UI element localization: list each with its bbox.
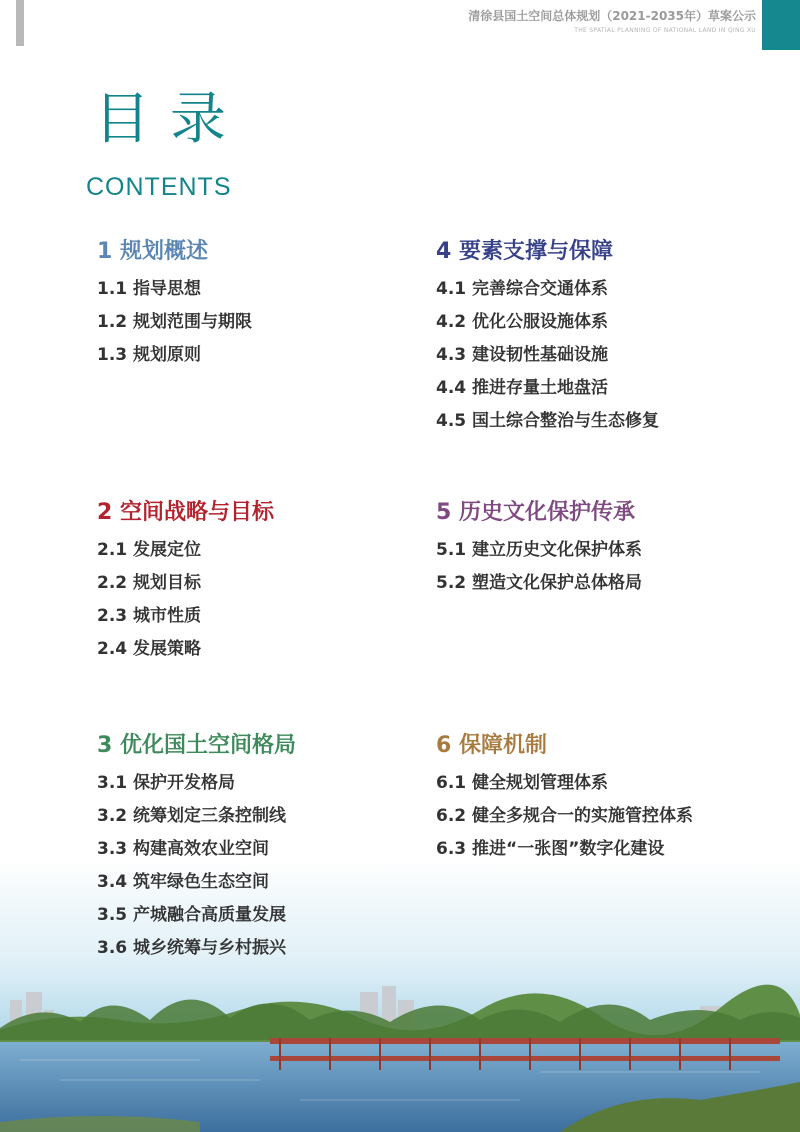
section-heading[interactable]: 4 要素支撑与保障 xyxy=(436,239,613,264)
section-heading[interactable]: 2 空间战略与目标 xyxy=(97,500,274,525)
section-4 xyxy=(436,241,776,446)
section-heading[interactable]: 1 规划概述 xyxy=(97,239,208,264)
toc-item[interactable]: 5.2 塑造文化保护总体格局 xyxy=(436,573,643,593)
toc-item[interactable]: 6.1 健全规划管理体系 xyxy=(436,773,609,793)
toc-item[interactable]: 6.3 推进“一张图”数字化建设 xyxy=(436,839,665,859)
toc-item[interactable]: 4.5 国土综合整治与生态修复 xyxy=(436,411,660,431)
toc-item[interactable]: 2.1 发展定位 xyxy=(97,540,202,560)
toc-item[interactable]: 1.1 指导思想 xyxy=(97,279,202,299)
section-3 xyxy=(97,735,437,973)
toc-item[interactable]: 3.2 统筹划定三条控制线 xyxy=(97,806,287,826)
toc-item[interactable]: 3.5 产城融合高质量发展 xyxy=(97,905,287,925)
header-accent-block xyxy=(762,0,800,50)
toc-item[interactable]: 4.2 优化公服设施体系 xyxy=(436,312,609,332)
toc-item[interactable]: 3.4 筑牢绿色生态空间 xyxy=(97,872,270,892)
section-2 xyxy=(97,502,437,674)
section-6 xyxy=(436,735,776,874)
section-heading[interactable]: 3 优化国土空间格局 xyxy=(97,733,296,758)
section-heading[interactable]: 5 历史文化保护传承 xyxy=(436,500,635,525)
header-title: 清徐县国土空间总体规划（2021-2035年）草案公示 xyxy=(468,9,756,23)
toc-item[interactable]: 2.4 发展策略 xyxy=(97,639,202,659)
toc-item[interactable]: 1.2 规划范围与期限 xyxy=(97,312,253,332)
toc-item[interactable]: 2.2 规划目标 xyxy=(97,573,202,593)
toc-item[interactable]: 1.3 规划原则 xyxy=(97,345,202,365)
toc-title: 目录 xyxy=(94,87,246,152)
header-subtitle: THE SPATIAL PLANNING OF NATIONAL LAND IN QING XU xyxy=(574,27,756,34)
toc-item[interactable]: 3.3 构建高效农业空间 xyxy=(97,839,270,859)
header-left-bar xyxy=(16,0,24,46)
toc-item[interactable]: 3.6 城乡统筹与乡村振兴 xyxy=(97,938,287,958)
section-1 xyxy=(97,241,437,380)
toc-item[interactable]: 6.2 健全多规合一的实施管控体系 xyxy=(436,806,694,826)
toc-subtitle: CONTENTS xyxy=(86,173,232,201)
toc-item[interactable]: 4.1 完善综合交通体系 xyxy=(436,279,609,299)
toc-item[interactable]: 4.4 推进存量土地盘活 xyxy=(436,378,609,398)
section-heading[interactable]: 6 保障机制 xyxy=(436,733,547,758)
toc-item[interactable]: 4.3 建设韧性基础设施 xyxy=(436,345,609,365)
toc-item[interactable]: 2.3 城市性质 xyxy=(97,606,202,626)
section-5 xyxy=(436,502,776,608)
toc-item[interactable]: 5.1 建立历史文化保护体系 xyxy=(436,540,643,560)
toc-item[interactable]: 3.1 保护开发格局 xyxy=(97,773,236,793)
